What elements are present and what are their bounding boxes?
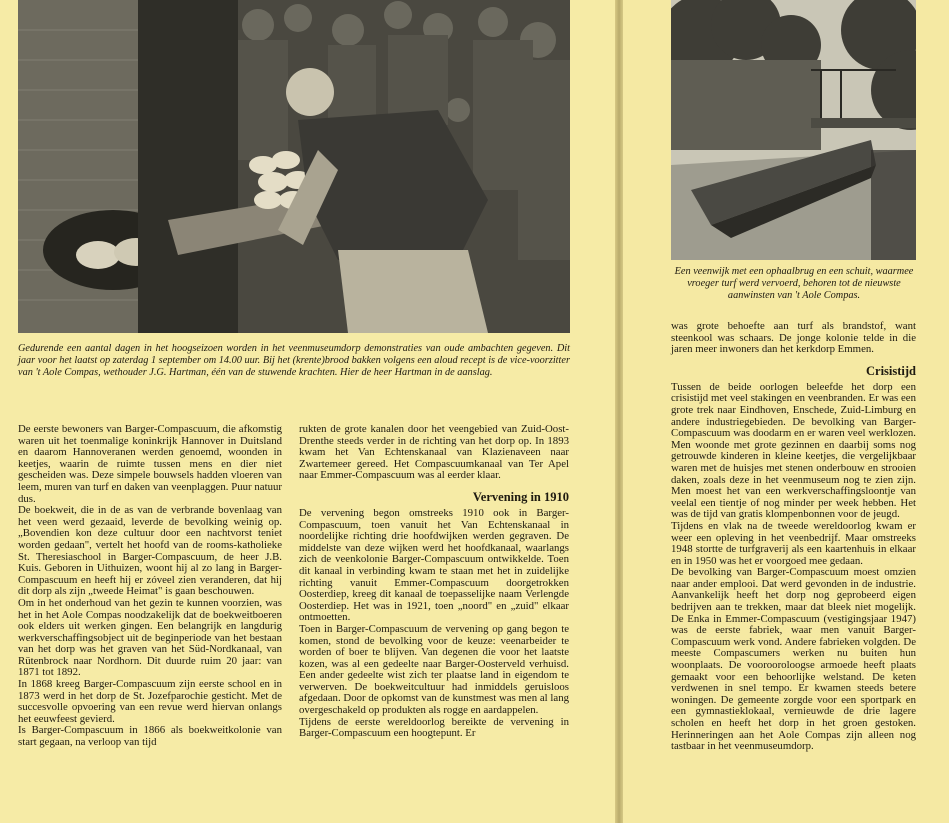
paragraph: Tussen de beide oorlogen beleefde het dorp een crisistijd met veel stakingen en veenbranden. Er was een grote trek naar Eindhoven, Enschede, Zuid-Limburg en andere industriegebieden. De bevolking van Barger-Compascuum was doodarm en er waren veel werklozen. Men woonde met grote gezinnen en daarbij soms nog getrouwde kinderen in kleine keetjes, die vergelijkbaar waren met de huisjes met stenen onderbouw en strooien daken, zoals deze in het veenmuseum nog te zien zijn. Men moest het van een werkverschaffingsloontje van veelal een tientje of nog minder per week hebben. Het was de tijd van gratis klompenbonnen voor de jeugd.	[671, 380, 916, 521]
paragraph: De bevolking van Barger-Compascuum moest omzien naar ander emplooi. Dat werd gevonden in de industrie. Aanvankelijk heeft het dorp nog geprobeerd eigen bedrijven aan te trekken, maar dat bleek niet mogelijk. De Enka in Emmer-Compascuum (vestigingsjaar 1947) was de eerste fabriek, waar men vanuit Barger-Compascuum werk vond. Andere fabrieken volgden. De meeste Compascumers werken nu buiten hun woonplaats. De voorooroloogse armoede heeft plaats gemaakt voor een behoorlijke welstand. De keten verdwenen in snel tempo. Er kwamen steeds betere woningen. De gemeente zorgde voor een sportpark en een gymnastieklokaal, vernieuwde de drie lagere scholen en heeft het dorp in het groen gestoken. Herinneringen aan het Aole Compas zijn alleen nog tastbaar in het veenmuseumdorp.	[671, 566, 916, 753]
photo-caption: Gedurende een aantal dagen in het hoogseizoen worden in het veenmuseumdorp demonstraties van oude ambachten gegeven. Dit jaar voor het laatst op zaterdag 1 september om 14.00 uur. Bij het (krente)brood bakken volgens een aloud recept is de vice-voorzitter van 't Aole Compas, wethouder J.G. Hartman, één van de stuwende krachten. Hier de heer Hartman in de aanslag.	[18, 343, 570, 379]
paragraph: Is Barger-Compascuum in 1866 als boekweitkolonie van start gegaan, na verloop van tijd	[18, 724, 282, 749]
paragraph: De vervening begon omstreeks 1910 ook in Barger-Compascuum, toen vanuit het Van Echtenskanaal in noordelijke richting drie hoofdwijken werden gegraven. De middelste van deze wijken werd het hoofdkanaal, waarlangs zich de veenkolonie Barger-Compascuum ontwikkelde. Toen dit kanaal in verbinding kwam te staan met het in zuidelijke richting vanuit Emmer-Compascuum doorgetrokken Oosterdiep, kreeg dit kanaal de toepasselijke naam Verlengde Oosterdiep. Het was in 1921, toen „noord" en „zuid" elkaar ontmoetten.	[299, 506, 569, 624]
text-column-3	[671, 321, 916, 753]
bakery-oven-photo	[18, 0, 570, 333]
right-page	[623, 0, 949, 823]
canal-drawbridge-photo	[671, 0, 916, 260]
bakery-oven-image	[18, 0, 570, 333]
canal-drawbridge-image	[671, 0, 916, 260]
paragraph: De eerste bewoners van Barger-Compascuum, die afkomstig waren uit het toenmalige koninkrijk Hannover in Duitsland en daarom Hannoveranen werden genoemd, woonden in keetjes, waarin de ruimte tussen mens en dier niet gescheiden was. Deze simpele bouwsels hadden vloeren van leem, muren van turf en daken van veenplaggen. Puur natuur dus.	[18, 423, 282, 505]
text-column-1	[18, 424, 282, 749]
paragraph: Tijdens en vlak na de tweede wereldoorlog kwam er weer een opleving in het veenbedrijf. Maar omstreeks 1948 stortte de turfgraverij als een kaartenhuis in elkaar en in 1950 was het er voorgoed mee gedaan.	[671, 519, 916, 567]
paragraph: In 1868 kreeg Barger-Compascuum zijn eerste school en in 1873 werd in het dorp de St. Jozefparochie gesticht. Met de succesvolle opvoering van een revue werd hiervan onlangs het eeuwfeest gevierd.	[18, 678, 282, 725]
paragraph: Om in het onderhoud van het gezin te kunnen voorzien, was het in het Aole Compas noodzakelijk dat de boekweitboeren ook elders uit werken gingen. Een belangrijk en langdurig werkverschaffingsobject uit de beginperiode van het bestaan van het dorp was het graven van het Süd-Nordkanaal, van Rütenbrock naar Nordhorn. Dit duurde ruim 20 jaar: van 1871 tot 1892.	[18, 596, 282, 679]
section-heading-vervening: Vervening in 1910	[472, 489, 569, 504]
paragraph: was grote behoefte aan turf als brandstof, want steenkool was schaars. De jonge kolonie telde in die jaren meer inwoners dan het kerkdorp Emmen.	[671, 320, 916, 356]
paragraph: Toen in Barger-Compascuum de vervening op gang begon te komen, stond de bevolking voor de keuze: veenarbeider te worden of boer te blijven. Van degenen die voor het laatste kozen, was al een gedeelte naar Barger-Oosterveld verhuisd. Een ander gedeelte wist zich ter plaatse land in eigendom te verwerven. De boekweitcultuur had inmiddels geruisloos afgedaan. Door de opkomst van de kunstmest was men al lang overgeschakeld op produkten als rogge en aardappelen.	[299, 622, 569, 717]
paragraph: De boekweit, die in de as van de verbrande bovenlaag van het veen werd gezaaid, leverde de bevolking weinig op. „Bovendien kon deze cultuur door een nachtvorst teniet worden gedaan", vertelt het hoofd van de rooms-katholieke St. Theresiaschool in Barger-Compascuum, de heer J.B. Kuis. Geboren in Uithuizen, woont hij al zo lang in Barger-Compascuum en heeft hij er zóveel zien veranderen, dat hij dit dorp als zijn „tweede Heimat" is gaan beschouwen.	[18, 504, 282, 598]
paragraph: Tijdens de eerste wereldoorlog bereikte de vervening in Barger-Compascuum een hoogtepunt. Er	[299, 715, 569, 740]
section-heading-crisistijd: Crisistijd	[866, 363, 916, 378]
paragraph: rukten de grote kanalen door het veengebied van Zuid-Oost-Drenthe steeds verder in de richting van het dorp op. In 1893 kwam het Van Echtenskanaal van Klazienaveen naar Zwartemeer gereed. Het Compascuumkanaal van Ter Apel naar Emmer-Compascuum was al eerder klaar.	[299, 423, 569, 482]
text-column-2	[299, 424, 569, 740]
photo-caption: Een veenwijk met een ophaalbrug en een schuit, waarmee vroeger turf werd vervoerd, behoren tot de nieuwste aanwinsten van 't Aole Compas.	[674, 266, 914, 302]
